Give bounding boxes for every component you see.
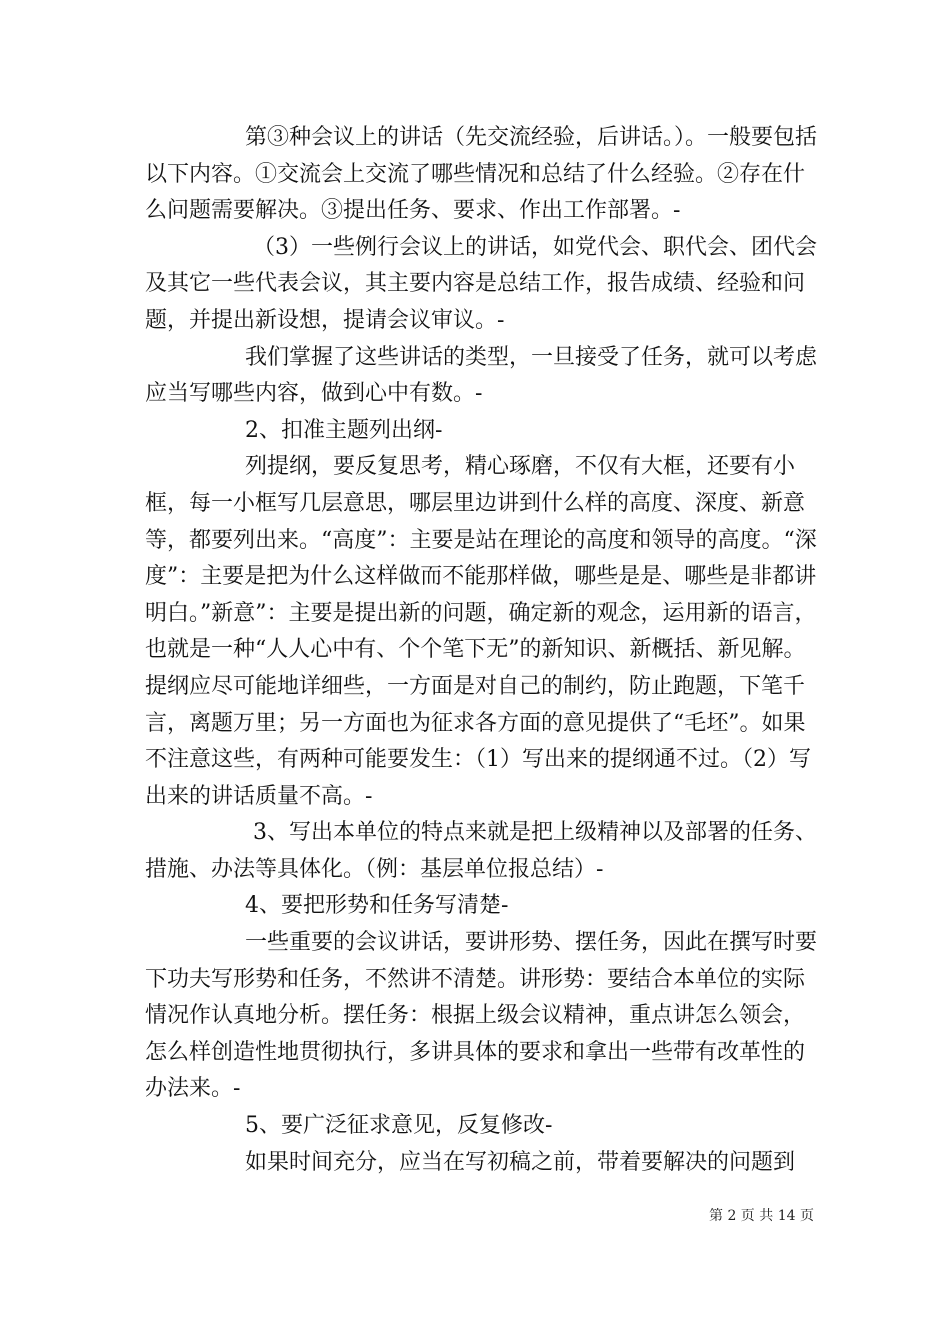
heading-solicit-opinions: 5、要广泛征求意见，反复修改- xyxy=(245,1113,553,1139)
page-number-footer: 第 2 页 共 14 页 xyxy=(709,1208,814,1224)
paragraph-situation-tasks: 一些重要的会议讲话，要讲形势、摆任务，因此在撰写时要下功夫写形势和任务，不然讲不清楚。讲形势：要结合本单位的实际情况作认真地分析。摆任务：根据上级会议精神，重点讲怎么领会，怎么样创造性地贯彻执行，多讲具体的要求和拿出一些带有改革性的办法来。- xyxy=(145,930,818,1102)
paragraph-solicit-opinions: 如果时间充分，应当在写初稿之前，带着要解决的问题到 xyxy=(245,1149,796,1175)
paragraph-routine-meetings: （3）一些例行会议上的讲话，如党代会、职代会、团代会及其它一些代表会议，其主要内容是总结工作，报告成绩、经验和问题，并提出新设想，提请会议审议。- xyxy=(145,234,817,333)
heading-unit-features: 3、写出本单位的特点来就是把上级精神以及部署的任务、措施、办法等具体化。（例：基层单位报总结）- xyxy=(145,820,817,882)
body-text xyxy=(145,120,825,1181)
paragraph-outline-detail: 列提纲，要反复思考，精心琢磨，不仅有大框，还要有小框，每一小框写几层意思，哪层里边讲到什么样的高度、深度、新意等，都要列出来。“高度”：主要是站在理论的高度和领导的高度。“深度”：主要是把为什么这样做而不能那样做，哪些是是、哪些是非都讲明白。”新意”：主要是提出新的问题，确定新的观念，运用新的语言，也就是一种“人人心中有、个个笔下无”的新知识、新概括、新见解。提纲应尽可能地详细些，一方面是对自己的制约，防止跑题，下笔千言，离题万里；另一方面也为征求各方面的意见提供了“毛坯”。如果不注意这些，有两种可能要发生：（1）写出来的提纲通不过。（2）写出来的讲话质量不高。- xyxy=(145,454,817,809)
heading-outline: 2、扣准主题列出纲- xyxy=(245,417,443,443)
paragraph-know-types: 我们掌握了这些讲话的类型，一旦接受了任务，就可以考虑应当写哪些内容，做到心中有数。- xyxy=(145,344,818,407)
paragraph-meeting-type-3: 第③种会议上的讲话（先交流经验，后讲话。）。一般要包括以下内容。①交流会上交流了哪些情况和总结了什么经验。②存在什么问题需要解决。③提出任务、要求、作出工作部署。- xyxy=(145,125,818,224)
heading-situation-tasks: 4、要把形势和任务写清楚- xyxy=(245,893,509,919)
